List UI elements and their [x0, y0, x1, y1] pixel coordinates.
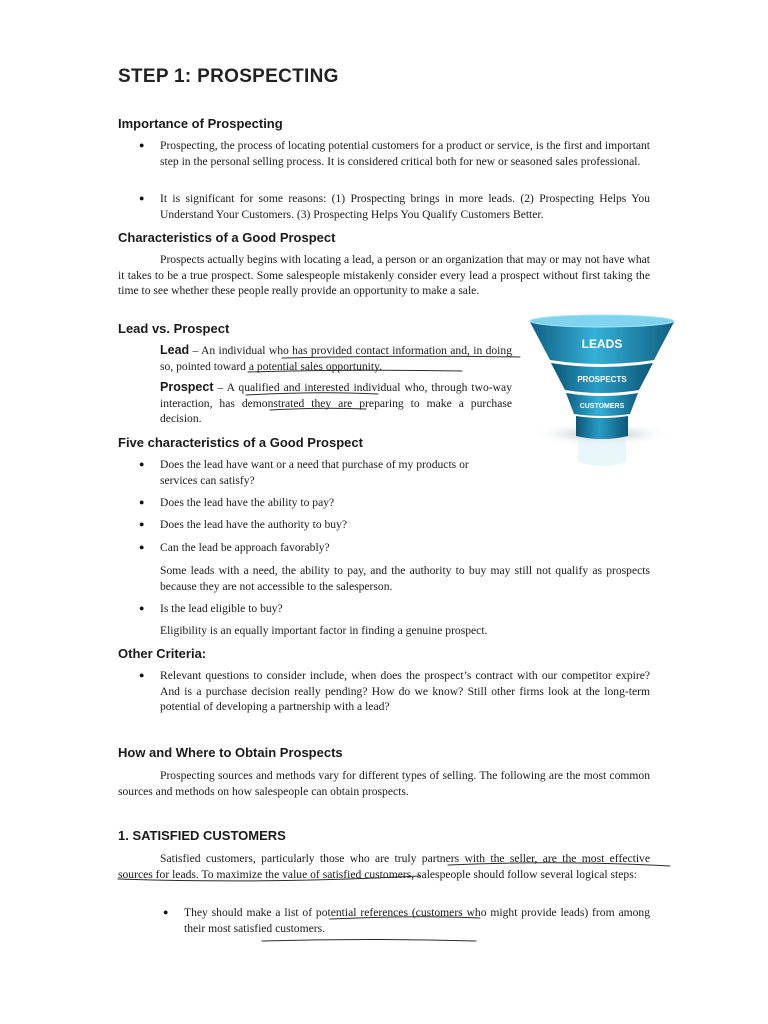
note-eligibility: Eligibility is an equally important factor in finding a genuine prospect.	[160, 624, 488, 637]
heading-satisfied-customers: 1. SATISFIED CUSTOMERS	[118, 828, 286, 843]
funnel-label-prospects: PROSPECTS	[577, 375, 627, 384]
definition-lead-text: – An individual who has provided contact information and, in doing so, pointed toward a potential sales opportunity.	[160, 344, 512, 373]
heading-other-criteria: Other Criteria:	[118, 646, 207, 661]
note-accessibility: Some leads with a need, the ability to pay, and the authority to buy may still not qualify as prospects because they are not accessible to the salesperson.	[160, 564, 650, 593]
term-prospect: Prospect	[160, 380, 214, 394]
underline-satisfied-customers	[262, 940, 476, 942]
heading-how-where: How and Where to Obtain Prospects	[118, 745, 343, 760]
heading-lead-vs-prospect: Lead vs. Prospect	[118, 321, 230, 336]
bullet-satisfied-customers: ● They should make a list of potential references (customers who might provide leads) from among their most satisfied customers.	[184, 905, 650, 936]
bullet-five-1: ● Does the lead have want or a need that purchase of my products or services can satisfy?	[160, 457, 480, 488]
bullet-importance-2: ● It is significant for some reasons: (1) Prospecting brings in more leads. (2) Prospecting Helps You Understand Your Customers. (3) Prospecting Helps You Qualify Customers Better.	[160, 191, 650, 222]
paragraph-how-where: Prospecting sources and methods vary for different types of selling. The following are the most common sources and methods on how salespeople can obtain prospects.	[118, 769, 650, 798]
term-lead: Lead	[160, 343, 190, 357]
definition-lead	[160, 343, 512, 374]
bullet-other-criteria: ● Relevant questions to consider include, when does the prospect’s contract with our competitor expire? And is a purchase decision really pending? How do we know? Still other firms look at the long-term potential of developing a partnership with a lead?	[160, 668, 650, 715]
heading-five-characteristics: Five characteristics of a Good Prospect	[118, 435, 363, 450]
funnel-label-leads: LEADS	[581, 337, 623, 351]
definition-prospect-text: – A qualified and interested individual who, through two-way interaction, has demonstrated they are preparing to make a purchase decision.	[160, 381, 512, 425]
heading-importance: Importance of Prospecting	[118, 116, 283, 131]
bullet-five-5: ● Is the lead eligible to buy?	[160, 601, 650, 617]
bullet-five-2: ● Does the lead have the ability to pay?	[160, 495, 650, 511]
bullet-five-4: ● Can the lead be approach favorably?	[160, 540, 650, 556]
definition-prospect	[160, 380, 512, 427]
bullet-importance-1: ● Prospecting, the process of locating potential customers for a product or service, is the first and important step in the personal selling process. It is considered critical both for new or seasoned sales professional.	[160, 138, 650, 169]
funnel-reflection	[578, 438, 626, 466]
page-title: STEP 1: PROSPECTING	[118, 66, 339, 87]
funnel-spout	[576, 416, 628, 439]
paragraph-characteristics: Prospects actually begins with locating a lead, a person or an organization that may or may not have what it takes to be a true prospect. Some salespeople mistakenly consider every lead a prospect without first taking the time to see whether these people really provide an opportunity to make a sale.	[118, 253, 650, 297]
funnel-rim	[530, 315, 674, 327]
paragraph-satisfied-customers: Satisfied customers, particularly those who are truly partners with the seller, are the most effective sources for leads. To maximize the value of satisfied customers, salespeople should follow several logical steps:	[118, 852, 650, 881]
heading-characteristics: Characteristics of a Good Prospect	[118, 230, 336, 245]
sales-funnel-graphic	[526, 312, 678, 474]
funnel-label-customers: CUSTOMERS	[579, 403, 625, 410]
bullet-five-3: ● Does the lead have the authority to buy?	[160, 517, 650, 533]
